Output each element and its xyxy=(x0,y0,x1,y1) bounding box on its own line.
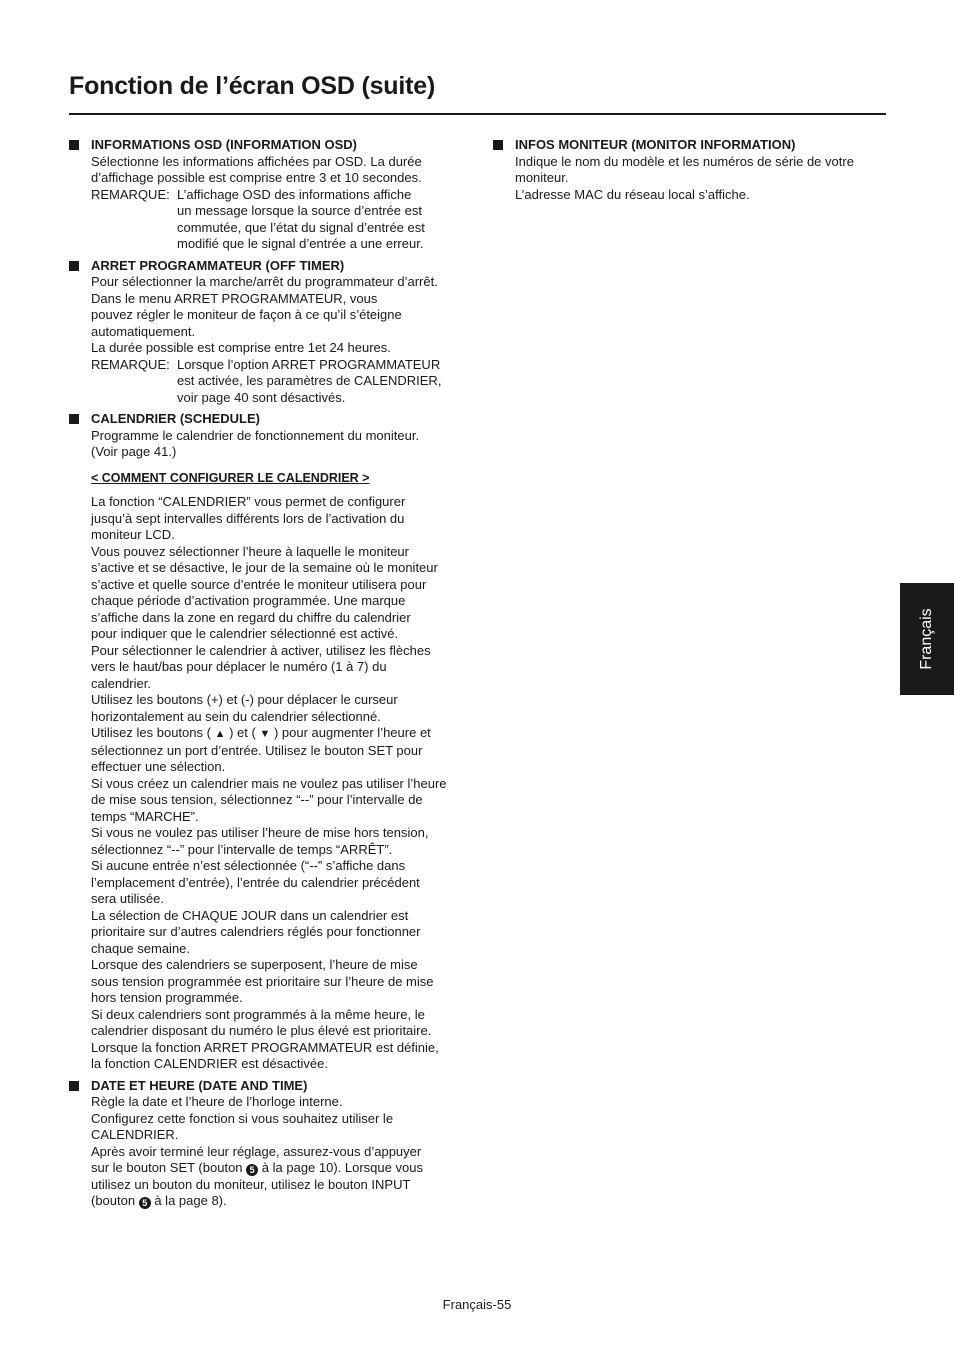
remark-label: REMARQUE: xyxy=(91,186,170,202)
button-number-5-icon: 5 xyxy=(139,1197,151,1209)
section-title: CALENDRIER (SCHEDULE) xyxy=(91,411,260,426)
body-line: Règle la date et l’heure de l’horloge interne. xyxy=(91,1094,343,1109)
body-line: Si vous ne voulez pas utiliser l’heure de mise hors tension, xyxy=(91,825,429,840)
body-line: L’adresse MAC du réseau local s’affiche. xyxy=(515,186,750,202)
square-bullet-icon xyxy=(69,1081,79,1091)
schedule-subheading: < COMMENT CONFIGURER LE CALENDRIER > xyxy=(91,470,370,485)
body-line: effectuer une sélection. xyxy=(91,759,226,774)
page-number: Français-55 xyxy=(442,1297,512,1312)
square-bullet-icon xyxy=(493,140,503,150)
body-line: moniteur LCD. xyxy=(91,527,175,542)
body-line: Configurez cette fonction si vous souhaitez utiliser le xyxy=(91,1110,394,1126)
body-line: Utilisez les boutons (+) et (-) pour déplacer le curseur xyxy=(91,692,398,707)
body-line-set xyxy=(91,1160,464,1177)
body-line: s’active et quelle source d’entrée le moniteur utilisera pour xyxy=(91,576,427,592)
body-line: Si aucune entrée n’est sélectionnée (“--” s’affiche dans xyxy=(91,858,406,873)
section-body xyxy=(91,428,464,461)
body-line: horizontalement au sein du calendrier sélectionné. xyxy=(91,708,381,724)
body-line: moniteur. xyxy=(515,170,569,185)
button-number-5-icon: 5 xyxy=(246,1164,258,1176)
section-body xyxy=(91,274,464,357)
remark-label: REMARQUE: xyxy=(91,356,170,372)
body-line: sera utilisée. xyxy=(91,891,164,906)
body-line-input xyxy=(91,1193,464,1210)
remark-line: commutée, que l’état du signal d’entrée est xyxy=(177,219,425,235)
body-line: Pour sélectionner la marche/arrêt du programmateur d’arrêt. xyxy=(91,274,438,289)
body-line: Sélectionne les informations affichées par OSD. La durée xyxy=(91,153,422,169)
up-arrow-icon: ▲ xyxy=(214,728,226,740)
body-line: chaque période d’activation programmée. Une marque xyxy=(91,593,406,608)
arrow-line-start: Utilisez les boutons ( xyxy=(91,725,211,740)
square-bullet-icon xyxy=(69,140,79,150)
body-line: CALENDRIER. xyxy=(91,1127,179,1142)
arrow-line-mid: ) et ( xyxy=(229,725,256,740)
body-line: Si deux calendriers sont programmés à la même heure, le xyxy=(91,1006,425,1022)
body-line: jusqu’à sept intervalles différents lors de l’activation du xyxy=(91,510,405,526)
body-line: vers le haut/bas pour déplacer le numéro (1 à 7) du xyxy=(91,659,387,674)
body-line: Lorsque la fonction ARRET PROGRAMMATEUR est définie, xyxy=(91,1039,439,1055)
section-title: DATE ET HEURE (DATE AND TIME) xyxy=(91,1077,308,1093)
down-arrow-icon: ▼ xyxy=(259,728,271,740)
body-line: Après avoir terminé leur réglage, assurez-vous d’appuyer xyxy=(91,1143,422,1159)
section-osd-info xyxy=(69,137,464,253)
schedule-instructions xyxy=(91,494,464,1073)
body-line: calendrier disposant du numéro le plus élevé est prioritaire. xyxy=(91,1023,432,1038)
body-line: Si vous créez un calendrier mais ne voulez pas utiliser l’heure xyxy=(91,775,447,791)
right-column xyxy=(493,137,888,208)
section-body xyxy=(515,154,888,204)
remark-text xyxy=(177,357,464,407)
input-line-end: à la page 8). xyxy=(154,1193,227,1208)
body-line: pouvez régler le moniteur de façon à ce qu’il s’éteigne xyxy=(91,307,402,322)
body-line: (Voir page 41.) xyxy=(91,444,177,459)
body-line: d’affichage possible est comprise entre 3 et 10 secondes. xyxy=(91,170,422,185)
set-line-start: sur le bouton SET (bouton xyxy=(91,1160,243,1175)
section-monitor-info xyxy=(493,137,888,203)
remark-line: modifié que le signal d’entrée a une erreur. xyxy=(177,236,424,251)
body-line: l’emplacement d’entrée), l’entrée du calendrier précédent xyxy=(91,874,420,890)
remark-line: un message lorsque la source d’entrée est xyxy=(177,203,422,218)
set-line-end: à la page 10). Lorsque vous xyxy=(261,1160,423,1175)
body-line: s’active et se désactive, le jour de la semaine où le moniteur xyxy=(91,560,438,575)
section-body xyxy=(91,154,464,187)
body-line: chaque semaine. xyxy=(91,940,191,956)
section-off-timer xyxy=(69,258,464,407)
section-schedule xyxy=(69,411,464,1073)
body-line: sous tension programmée est prioritaire sur l’heure de mise xyxy=(91,973,434,989)
body-line: temps “MARCHE”. xyxy=(91,808,199,824)
body-line: automatiquement. xyxy=(91,323,196,339)
body-line: calendrier. xyxy=(91,675,151,691)
arrow-line-end: ) pour augmenter l’heure et xyxy=(273,725,431,740)
body-line: La fonction “CALENDRIER” vous permet de configurer xyxy=(91,494,406,509)
section-date-time xyxy=(69,1078,464,1210)
body-line: sélectionnez un port d’entrée. Utilisez le bouton SET pour xyxy=(91,742,423,758)
body-line: Indique le nom du modèle et les numéros de série de votre xyxy=(515,153,854,169)
section-title: INFORMATIONS OSD (INFORMATION OSD) xyxy=(91,137,357,152)
body-line: la fonction CALENDRIER est désactivée. xyxy=(91,1056,328,1071)
body-line: Pour sélectionner le calendrier à activer, utilisez les flèches xyxy=(91,642,431,658)
body-line: s’affiche dans la zone en regard du chiffre du calendrier xyxy=(91,609,411,625)
section-title: INFOS MONITEUR (MONITOR INFORMATION) xyxy=(515,137,796,152)
body-line: La durée possible est comprise entre 1et 24 heures. xyxy=(91,340,391,355)
language-label: Français xyxy=(918,608,935,670)
body-line: utilisez un bouton du moniteur, utilisez le bouton INPUT xyxy=(91,1176,411,1192)
body-line: La sélection de CHAQUE JOUR dans un calendrier est xyxy=(91,907,409,923)
remark-line: L’affichage OSD des informations affiche xyxy=(177,186,412,202)
remark-line: est activée, les paramètres de CALENDRIER, xyxy=(177,373,442,388)
remark-line: Lorsque l’option ARRET PROGRAMMATEUR xyxy=(177,356,441,372)
remark xyxy=(91,357,464,407)
input-line-start: (bouton xyxy=(91,1193,136,1208)
body-line-arrows xyxy=(91,725,464,743)
left-column xyxy=(69,137,464,1215)
body-line: sélectionnez “--” pour l’intervalle de temps “ARRÊT”. xyxy=(91,841,393,857)
body-line: hors tension programmée. xyxy=(91,990,243,1005)
section-title: ARRET PROGRAMMATEUR (OFF TIMER) xyxy=(91,257,345,273)
section-body xyxy=(91,1094,464,1210)
language-side-tab xyxy=(900,583,954,695)
body-line: Lorsque des calendriers se superposent, l’heure de mise xyxy=(91,957,418,972)
body-line: Dans le menu ARRET PROGRAMMATEUR, vous xyxy=(91,290,378,306)
body-line: de mise sous tension, sélectionnez “--” pour l’intervalle de xyxy=(91,792,423,807)
title-divider xyxy=(69,113,886,115)
body-line: pour indiquer que le calendrier sélectionné est activé. xyxy=(91,626,399,641)
body-line: prioritaire sur d’autres calendriers réglés pour fonctionner xyxy=(91,924,421,939)
page-title: Fonction de l’écran OSD (suite) xyxy=(69,72,436,100)
body-line: Programme le calendrier de fonctionnement du moniteur. xyxy=(91,427,420,443)
square-bullet-icon xyxy=(69,261,79,271)
body-line: Vous pouvez sélectionner l’heure à laquelle le moniteur xyxy=(91,543,409,559)
remark xyxy=(91,187,464,253)
remark-line: voir page 40 sont désactivés. xyxy=(177,389,346,405)
remark-text xyxy=(177,187,464,253)
square-bullet-icon xyxy=(69,414,79,424)
